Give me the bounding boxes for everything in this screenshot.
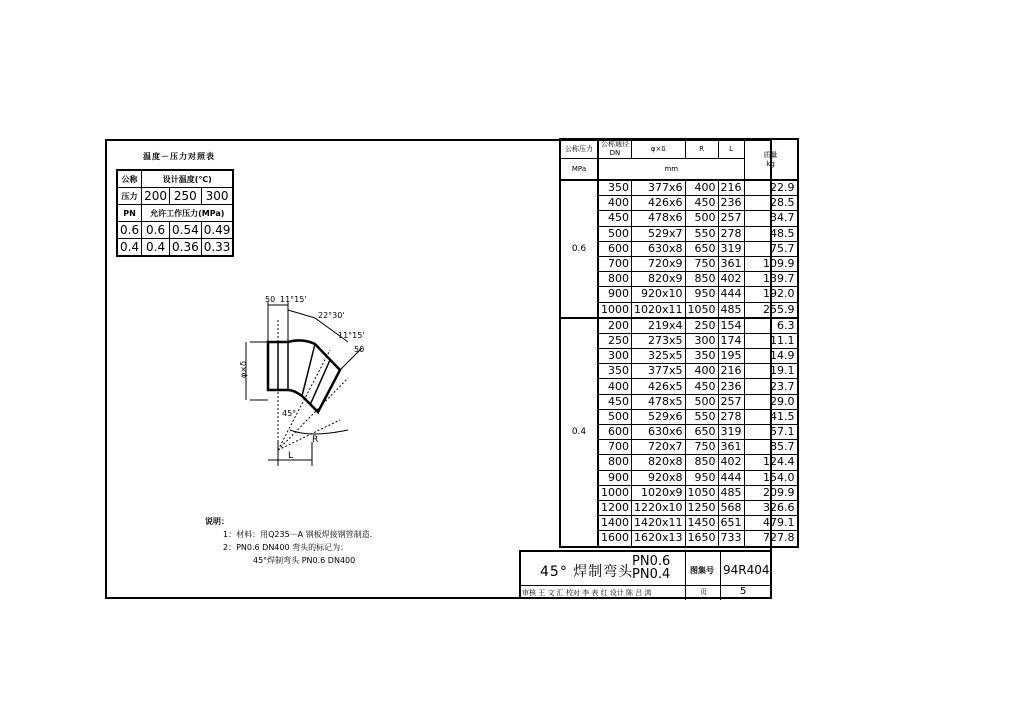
cell-l: 444 <box>718 470 744 485</box>
dim-dxd: φ×δ <box>239 361 248 378</box>
cell-weight: 124.4 <box>744 455 798 470</box>
tp-header-allow: 允许工作压力(MPa) <box>142 205 234 222</box>
cell-r: 750 <box>685 440 718 455</box>
hdr-kg: kg <box>766 159 775 168</box>
cell-weight: 11.1 <box>744 333 798 348</box>
cell-dxd: 820x8 <box>632 455 686 470</box>
cell-dn: 400 <box>598 379 632 394</box>
cell-dxd: 720x7 <box>632 440 686 455</box>
dim-1115-top: 11°15' <box>280 295 307 304</box>
cell-weight: 23.7 <box>744 379 798 394</box>
cell-dn: 1000 <box>598 485 632 500</box>
tp-temp: 300 <box>201 188 233 205</box>
cell-r: 850 <box>685 272 718 287</box>
atlas-label: 图集号 <box>690 566 714 575</box>
temp-pressure-table <box>116 169 234 257</box>
cell-weight: 29.0 <box>744 394 798 409</box>
hdr-weight <box>744 139 798 180</box>
page-label: 页 <box>700 588 707 596</box>
cell-dn: 1200 <box>598 500 632 515</box>
cell-l: 319 <box>718 241 744 256</box>
tp-val: 0.36 <box>170 239 202 257</box>
cell-weight: 41.5 <box>744 409 798 424</box>
hdr-l: L <box>718 139 744 159</box>
tp-val: 0.6 <box>142 222 170 239</box>
tp-pn: 0.4 <box>117 239 142 257</box>
cell-dn: 250 <box>598 333 632 348</box>
cell-l: 216 <box>718 364 744 379</box>
cell-dxd: 529x6 <box>632 409 686 424</box>
tp-temp: 250 <box>170 188 202 205</box>
cell-dn: 900 <box>598 287 632 302</box>
page-divider <box>720 586 721 600</box>
sign-row-text: 审核 王 文 汇 校对 李 表 红 设计 陈 吕 鸿 <box>522 589 652 597</box>
cell-r: 650 <box>685 425 718 440</box>
cell-dn: 700 <box>598 440 632 455</box>
cell-dn: 600 <box>598 425 632 440</box>
cell-r: 1650 <box>685 531 718 547</box>
cell-weight: 154.0 <box>744 470 798 485</box>
hdr-dn-top: 公称通径 <box>601 140 629 148</box>
cell-l: 174 <box>718 333 744 348</box>
cell-dxd: 1420x11 <box>632 516 686 531</box>
cell-dxd: 820x9 <box>632 272 686 287</box>
cell-weight: 727.8 <box>744 531 798 547</box>
drawing-title: 45° 焊制弯头 <box>540 564 634 580</box>
tp-header-nominal: 公称 <box>117 170 142 188</box>
cell-dn: 450 <box>598 211 632 226</box>
cell-dxd: 1020x11 <box>632 302 686 318</box>
hdr-weight-label: 质量 <box>763 150 778 159</box>
hdr-r: R <box>685 139 718 159</box>
cell-weight: 28.5 <box>744 196 798 211</box>
cell-dxd: 529x7 <box>632 226 686 241</box>
cell-r: 950 <box>685 287 718 302</box>
notes-line2: 2：PN0.6 DN400 弯头的标记为： <box>223 543 349 552</box>
cell-l: 361 <box>718 440 744 455</box>
cell-r: 1250 <box>685 500 718 515</box>
cell-dn: 350 <box>598 364 632 379</box>
cell-dn: 800 <box>598 272 632 287</box>
cell-dn: 700 <box>598 256 632 271</box>
notes-line1: 1：材料：用Q235－A 钢板焊接钢管制造. <box>223 530 373 539</box>
cell-dn: 450 <box>598 394 632 409</box>
dim-l: L <box>288 451 294 461</box>
elbow-outline <box>268 340 340 412</box>
cell-r: 1450 <box>685 516 718 531</box>
cell-weight: 209.9 <box>744 485 798 500</box>
cell-r: 500 <box>685 211 718 226</box>
cell-dxd: 478x5 <box>632 394 686 409</box>
tp-val: 0.49 <box>201 222 233 239</box>
cell-weight: 48.5 <box>744 226 798 241</box>
cell-r: 300 <box>685 333 718 348</box>
elbow-dimension-table <box>559 138 799 548</box>
dim-1115-right: 11°15' <box>338 331 365 340</box>
cell-dn: 400 <box>598 196 632 211</box>
cell-l: 485 <box>718 302 744 318</box>
cell-l: 444 <box>718 287 744 302</box>
cell-l: 257 <box>718 394 744 409</box>
tp-header-design-temp: 设计温度(℃) <box>142 170 234 188</box>
cell-dn: 600 <box>598 241 632 256</box>
cell-l: 236 <box>718 379 744 394</box>
cell-dxd: 1620x13 <box>632 531 686 547</box>
dim-2230: 22°30' <box>318 311 345 320</box>
pressure-group-label: 0.6 <box>560 180 598 318</box>
cell-dxd: 426x6 <box>632 196 686 211</box>
cell-weight: 326.6 <box>744 500 798 515</box>
table-row <box>560 318 798 334</box>
cell-dxd: 630x8 <box>632 241 686 256</box>
cell-l: 195 <box>718 349 744 364</box>
cell-weight: 479.1 <box>744 516 798 531</box>
cell-weight: 109.9 <box>744 256 798 271</box>
cell-weight: 57.1 <box>744 425 798 440</box>
cell-r: 750 <box>685 256 718 271</box>
tp-val: 0.54 <box>170 222 202 239</box>
cell-l: 361 <box>718 256 744 271</box>
notes <box>205 515 372 567</box>
pressure-group-label: 0.4 <box>560 318 598 547</box>
cell-dn: 800 <box>598 455 632 470</box>
cell-dxd: 426x5 <box>632 379 686 394</box>
cell-l: 319 <box>718 425 744 440</box>
cell-dn: 500 <box>598 226 632 241</box>
table-body <box>560 180 798 547</box>
cell-dn: 1400 <box>598 516 632 531</box>
sign-row <box>519 585 772 600</box>
cell-weight: 255.9 <box>744 302 798 318</box>
tp-val: 0.4 <box>142 239 170 257</box>
cell-weight: 22.9 <box>744 180 798 196</box>
notes-heading: 说明： <box>205 517 229 526</box>
hdr-mm: mm <box>598 159 744 181</box>
cell-l: 154 <box>718 318 744 334</box>
cell-dxd: 720x9 <box>632 256 686 271</box>
hdr-mpa: MPa <box>560 159 598 181</box>
tp-header-pressure: 压力 <box>117 188 142 205</box>
hdr-dxd: φ×δ <box>632 139 686 159</box>
atlas-number: 94R404 <box>723 563 770 577</box>
cell-dxd: 377x5 <box>632 364 686 379</box>
cell-l: 278 <box>718 409 744 424</box>
cell-dn: 900 <box>598 470 632 485</box>
hdr-dn <box>598 139 632 159</box>
cell-weight: 6.3 <box>744 318 798 334</box>
cell-r: 650 <box>685 241 718 256</box>
dim-50-top: 50 <box>265 295 276 304</box>
cell-r: 550 <box>685 226 718 241</box>
cell-weight: 34.7 <box>744 211 798 226</box>
hdr-pressure: 公称压力 <box>560 139 598 159</box>
tp-temp: 200 <box>142 188 170 205</box>
cell-dxd: 920x10 <box>632 287 686 302</box>
page-number: 5 <box>740 586 747 597</box>
cell-dxd: 630x6 <box>632 425 686 440</box>
cell-dxd: 219x4 <box>632 318 686 334</box>
notes-line3: 45°焊制弯头 PN0.6 DN400 <box>253 556 356 565</box>
cell-r: 950 <box>685 470 718 485</box>
cell-dn: 1000 <box>598 302 632 318</box>
cell-dxd: 325x5 <box>632 349 686 364</box>
dim-50-right: 50 <box>354 345 365 354</box>
cell-l: 485 <box>718 485 744 500</box>
cell-r: 350 <box>685 349 718 364</box>
cell-dn: 300 <box>598 349 632 364</box>
cell-dn: 500 <box>598 409 632 424</box>
cell-l: 402 <box>718 272 744 287</box>
cell-l: 651 <box>718 516 744 531</box>
cell-l: 402 <box>718 455 744 470</box>
cell-r: 550 <box>685 409 718 424</box>
cell-l: 278 <box>718 226 744 241</box>
cell-l: 568 <box>718 500 744 515</box>
cell-weight: 139.7 <box>744 272 798 287</box>
dim-r: R <box>312 435 319 445</box>
cell-weight: 192.0 <box>744 287 798 302</box>
drawing-pn <box>632 555 670 581</box>
cell-r: 450 <box>685 196 718 211</box>
cell-r: 450 <box>685 379 718 394</box>
dim-45: 45° <box>282 409 297 418</box>
drawing-pn2: PN0.4 <box>632 567 671 582</box>
cell-r: 1050 <box>685 485 718 500</box>
cell-dxd: 377x6 <box>632 180 686 196</box>
tp-header-pn: PN <box>117 205 142 222</box>
drawing-pn1: PN0.6 <box>632 554 671 569</box>
cell-l: 733 <box>718 531 744 547</box>
cell-r: 1050 <box>685 302 718 318</box>
cell-r: 250 <box>685 318 718 334</box>
hdr-dn-label: DN <box>609 149 621 157</box>
cell-dxd: 273x5 <box>632 333 686 348</box>
cell-dxd: 920x8 <box>632 470 686 485</box>
cell-weight: 75.7 <box>744 241 798 256</box>
cell-dn: 350 <box>598 180 632 196</box>
cell-weight: 19.1 <box>744 364 798 379</box>
cell-r: 500 <box>685 394 718 409</box>
cell-l: 216 <box>718 180 744 196</box>
table-row <box>560 180 798 196</box>
cell-l: 236 <box>718 196 744 211</box>
cell-r: 400 <box>685 364 718 379</box>
cell-dn: 1600 <box>598 531 632 547</box>
cell-dxd: 478x6 <box>632 211 686 226</box>
dim-diameter-line <box>246 342 268 400</box>
sign-divider <box>685 586 686 600</box>
cell-r: 850 <box>685 455 718 470</box>
tp-pn: 0.6 <box>117 222 142 239</box>
cell-r: 400 <box>685 180 718 196</box>
cell-weight: 14.9 <box>744 349 798 364</box>
temp-pressure-title: 温度－压力对照表 <box>143 152 215 161</box>
cell-weight: 85.7 <box>744 440 798 455</box>
cell-dxd: 1020x9 <box>632 485 686 500</box>
cell-l: 257 <box>718 211 744 226</box>
cell-dn: 200 <box>598 318 632 334</box>
tp-val: 0.33 <box>201 239 233 257</box>
cell-dxd: 1220x10 <box>632 500 686 515</box>
elbow-drawing <box>230 290 365 470</box>
